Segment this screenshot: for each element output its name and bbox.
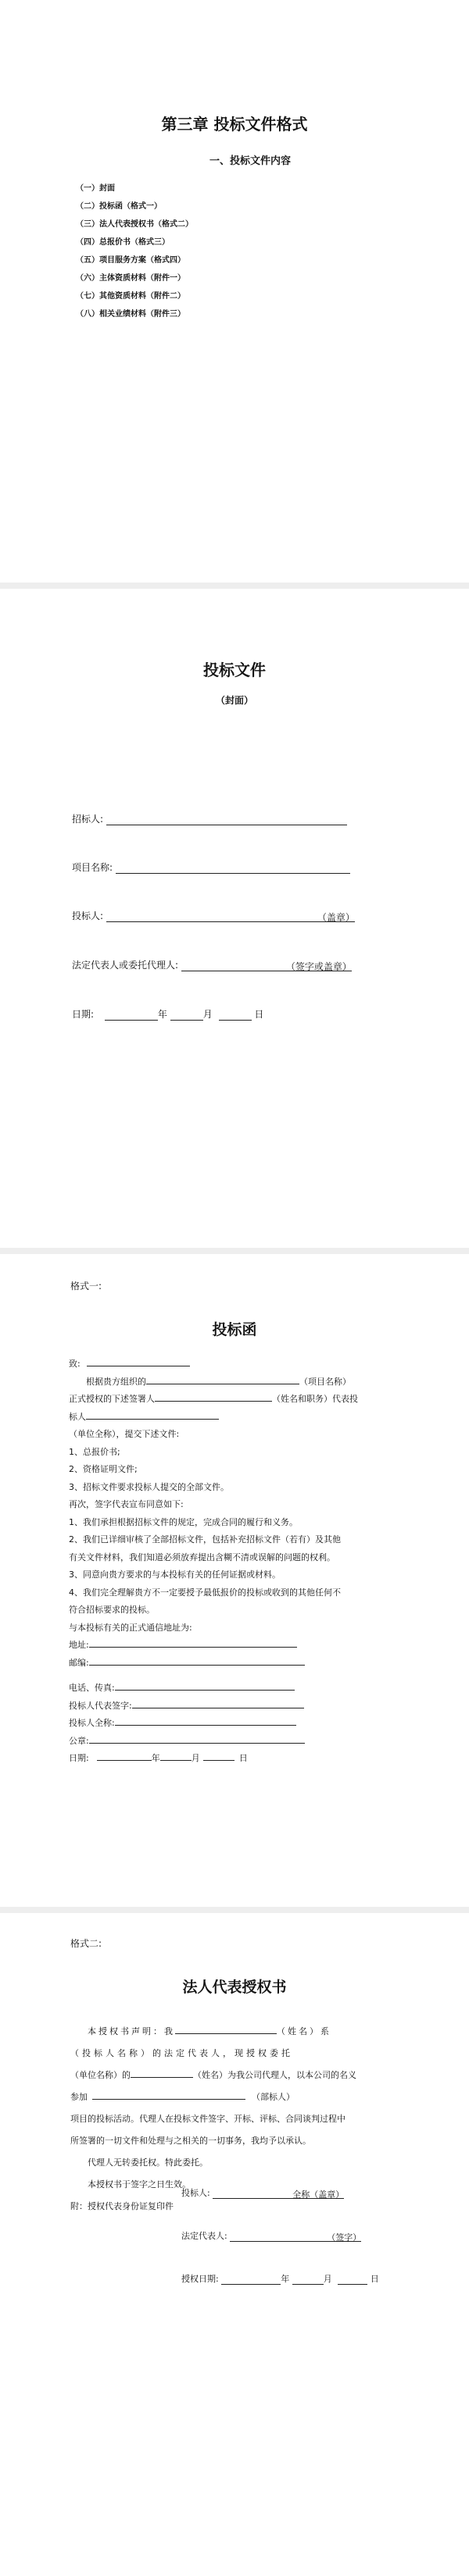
contents-list [76,180,193,323]
day-line[interactable] [219,1009,252,1021]
recipient-line[interactable] [87,1356,190,1366]
list-item: （八）相关业绩材料（附件三） [76,310,185,319]
authorization-title: 法人代表授权书 [182,1979,287,1996]
list-item: （五）项目服务方案（格式四） [76,256,185,265]
tenderer-field: 招标人: [72,812,347,825]
project-name-line[interactable] [146,1374,299,1384]
year-line[interactable] [97,1750,152,1761]
representative-field: 法定代表人或委托代理人: （签字或盖章） [72,960,352,972]
list-item: （一）封面 [76,184,115,193]
bidder-signature-line[interactable]: 全称（盖章） [213,2188,344,2199]
cover-subtitle: （封面） [215,695,253,706]
chapter-title: 第三章 投标文件格式 [161,115,308,134]
authorization-body: 本授权书声明：我 （姓名）系 （投标人名称）的法定代表人，现授权委托 （单位名称）的 （姓名）为我公司代理人，以本公司的名义 参加 （部标人） 项目的投标活动。代理人在投标文件签字、开标、评标、合同谈判过程中 所签署的一切文件和处理与之相关的一切事务，我均予以承认。 代理人无转委托权。特此委托。 本授权书于签字之日生效。 附：授权代表身份证复印件 [70,2021,416,2218]
bidder-name-line[interactable] [86,1409,219,1420]
format-label: 格式一: [70,1281,102,1292]
authorization-date: 授权日期: 年 月 日 [181,2274,379,2284]
list-item: （三）法人代表授权书（格式二） [76,220,193,229]
bid-letter-title: 投标函 [212,1321,257,1338]
cover-title: 投标文件 [203,661,266,679]
list-item: （二）投标函（格式一） [76,202,162,211]
month-line[interactable] [160,1750,192,1761]
format-label: 格式二: [70,1938,102,1949]
bidder-field: 投标人: （盖章） [72,910,355,923]
agent-name-line[interactable] [131,2067,193,2078]
list-item: （六）主体资质材料（附件一） [76,274,185,283]
page-authorization [0,1913,469,2576]
signer-signature-line[interactable] [132,1698,304,1708]
project-line[interactable] [92,2089,245,2100]
day-line[interactable] [338,2274,367,2285]
page-contents [0,0,469,583]
legal-rep-signature: 法定代表人: （签字） [181,2231,362,2243]
tenderer-line[interactable] [106,814,347,825]
signer-line[interactable] [155,1391,272,1402]
project-name-field: 项目名称: [72,860,350,874]
day-line[interactable] [203,1750,234,1761]
bidder-signature: 投标人: 全称（盖章） [181,2188,345,2200]
legal-rep-signature-line[interactable]: （签字） [230,2231,361,2242]
page-bid-letter [0,1254,469,1907]
section-title: 一、投标文件内容 [209,155,291,167]
page-cover [0,589,469,1248]
postcode-line[interactable] [89,1655,305,1666]
month-line[interactable] [292,2274,324,2285]
bidder-line[interactable]: （盖章） [106,910,355,922]
month-line[interactable] [170,1009,203,1021]
list-item: （七）其他资质材料（附件二） [76,292,185,301]
bid-letter-body: 致: 根据贵方组织的 （项目名称） 正式授权的下述签署人 （姓名和职务）代表投 标人 （单位全称），提交下述文件: 1、总报价书; 2、资格证明文件; 3、招标文件要求投标人提交的全部文件。 再次，签字代表宣布同意如下: 1、我们承担根据招标文件的规定，完成合同的履行和义务。 2、我们已详细审核了全部招标文件，包括补充招标文件（若有）及其他 有关文件材料，我们知道必须放弃提出含糊不清或误解的问题的权利。 3、同意向贵方要求的与本投标有关的任何证据或材料。 4、我们完全理解贵方不一定要授予最低报价的投标或收到的其他任何不 符合招标要求的投标。 与本投标有关的正式通信地址为: 地址: 邮编: 电话、传真: 投标人代表签字: 投标人全称: 公章: 日期: 年 月 日 [69,1356,417,1768]
date-field: 日期: 年 月 日 [72,1009,264,1020]
seal-line[interactable] [89,1733,305,1744]
year-line[interactable] [221,2274,281,2285]
year-line[interactable] [105,1009,158,1021]
legal-rep-name-line[interactable] [175,2023,277,2034]
representative-line[interactable]: （签字或盖章） [181,960,352,971]
list-item: （四）总报价书（格式三） [76,238,170,247]
project-name-line[interactable] [116,862,350,874]
address-line[interactable] [89,1637,297,1648]
bidder-fullname-line[interactable] [115,1715,296,1726]
phone-line[interactable] [115,1680,295,1691]
